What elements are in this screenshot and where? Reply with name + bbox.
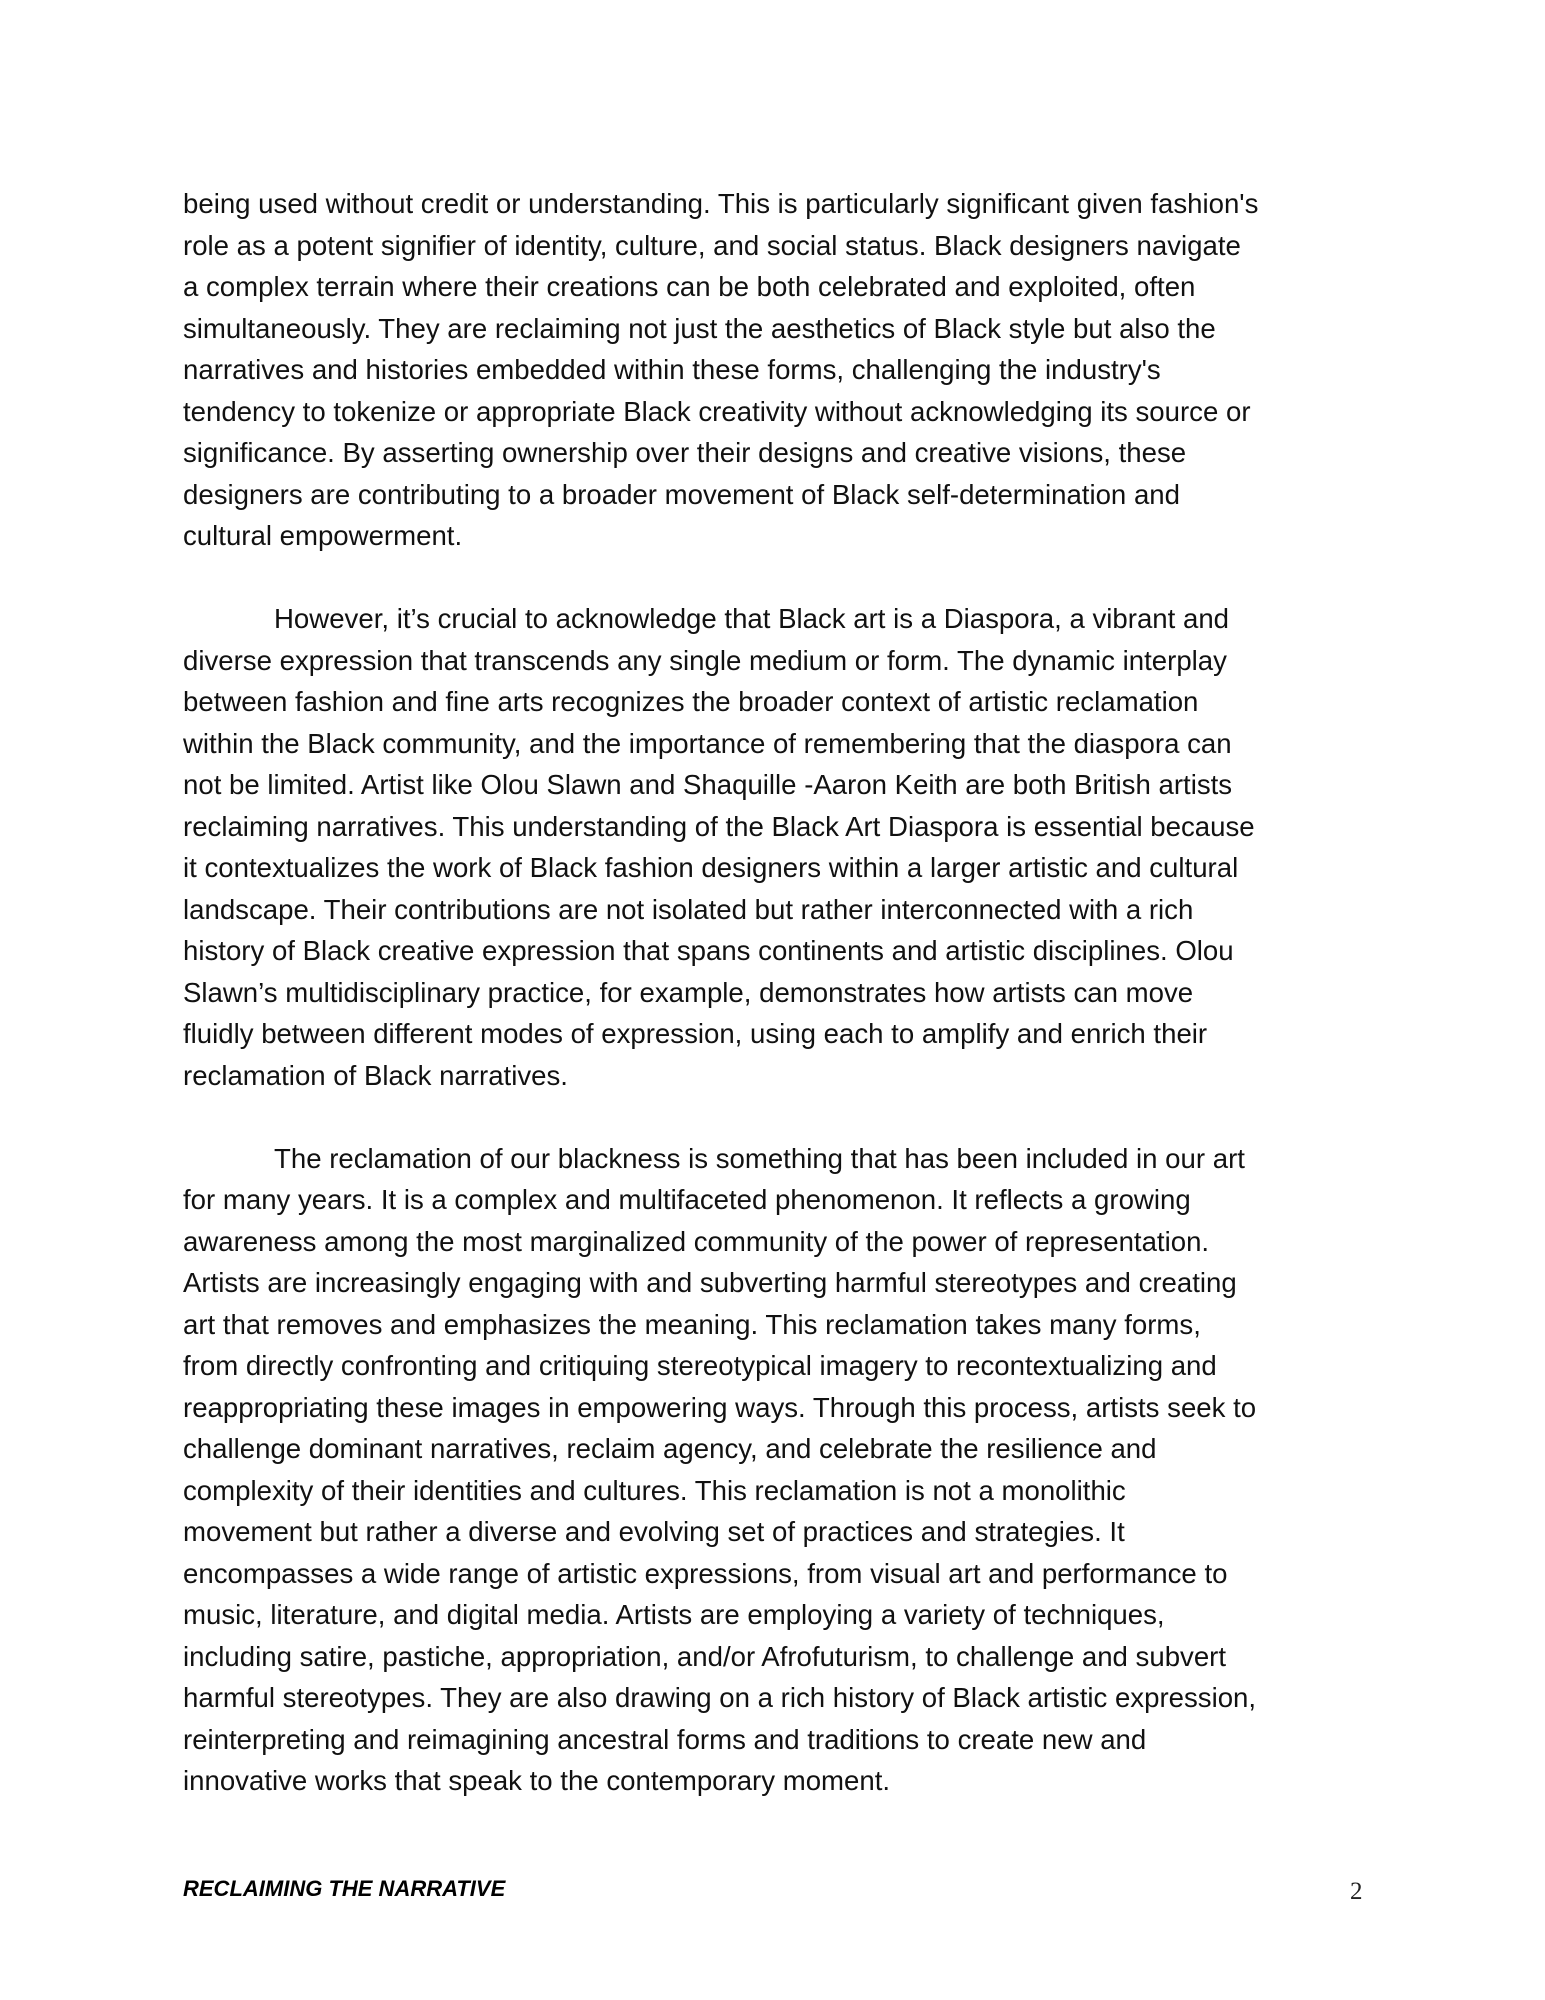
page-number: 2: [1350, 1878, 1363, 1905]
paragraph-1: [183, 183, 1383, 557]
text-line: challenge dominant narratives, reclaim agency, and celebrate the resilience and: [183, 1433, 1157, 1464]
text-line: However, it’s crucial to acknowledge that Black art is a Diaspora, a vibrant and: [274, 603, 1230, 634]
text-line: fluidly between different modes of expression, using each to amplify and enrich their: [183, 1018, 1208, 1049]
footer-running-title: RECLAIMING THE NARRATIVE: [183, 1876, 506, 1901]
text-line: it contextualizes the work of Black fashion designers within a larger artistic and cultural: [183, 852, 1239, 883]
text-line: designers are contributing to a broader movement of Black self-determination and: [183, 478, 1180, 510]
paragraph-2: [183, 598, 1383, 1096]
text-line: a complex terrain where their creations can be both celebrated and exploited, often: [183, 271, 1196, 302]
text-line: landscape. Their contributions are not isolated but rather interconnected with a rich: [183, 893, 1194, 925]
paragraph-3: [183, 1138, 1383, 1802]
text-line: including satire, pastiche, appropriation, and/or Afrofuturism, to challenge and subvert: [183, 1640, 1227, 1672]
text-line: Slawn’s multidisciplinary practice, for example, demonstrates how artists can move: [183, 976, 1194, 1008]
text-line: not be limited. Artist like Olou Slawn and Shaquille -Aaron Keith are both British artists: [183, 769, 1233, 800]
text-line: Artists are increasingly engaging with and subverting harmful stereotypes and creating: [183, 1267, 1237, 1298]
text-line: between fashion and fine arts recognizes the broader context of artistic reclamation: [183, 686, 1199, 717]
text-line: reclaiming narratives. This understanding of the Black Art Diaspora is essential because: [183, 810, 1255, 842]
text-line: encompasses a wide range of artistic expressions, from visual art and performance to: [183, 1557, 1228, 1589]
text-line: cultural empowerment.: [183, 520, 463, 551]
text-line: reinterpreting and reimagining ancestral forms and traditions to create new and: [183, 1723, 1147, 1755]
text-line: tendency to tokenize or appropriate Black creativity without acknowledging its source or: [183, 395, 1251, 427]
text-line: innovative works that speak to the contemporary moment.: [183, 1765, 891, 1796]
text-line: for many years. It is a complex and multifaceted phenomenon. It reflects a growing: [183, 1184, 1191, 1215]
text-line: music, literature, and digital media. Artists are employing a variety of techniques,: [183, 1599, 1165, 1630]
text-line: awareness among the most marginalized community of the power of representation.: [183, 1225, 1210, 1257]
text-line: reclamation of Black narratives.: [183, 1059, 568, 1091]
text-line: role as a potent signifier of identity, culture, and social status. Black designers navigate: [183, 229, 1241, 261]
text-line: harmful stereotypes. They are also drawing on a rich history of Black artistic expression,: [183, 1682, 1257, 1713]
text-line: history of Black creative expression that spans continents and artistic disciplines. Olou: [183, 935, 1234, 966]
text-line: significance. By asserting ownership over their designs and creative visions, these: [183, 437, 1187, 468]
text-line: movement but rather a diverse and evolving set of practices and strategies. It: [183, 1516, 1125, 1547]
text-line: within the Black community, and the importance of remembering that the diaspora can: [183, 727, 1232, 759]
text-line: The reclamation of our blackness is something that has been included in our art: [274, 1142, 1245, 1174]
text-line: simultaneously. They are reclaiming not just the aesthetics of Black style but also the: [183, 312, 1216, 344]
text-line: diverse expression that transcends any single medium or form. The dynamic interplay: [183, 644, 1227, 676]
text-line: from directly confronting and critiquing stereotypical imagery to recontextualizing and: [183, 1350, 1217, 1381]
text-line: reappropriating these images in empowering ways. Through this process, artists seek to: [183, 1391, 1257, 1423]
text-line: being used without credit or understanding. This is particularly significant given fashion's: [183, 188, 1259, 219]
text-line: narratives and histories embedded within these forms, challenging the industry's: [183, 354, 1161, 385]
text-line: art that removes and emphasizes the meaning. This reclamation takes many forms,: [183, 1308, 1201, 1340]
text-line: complexity of their identities and cultures. This reclamation is not a monolithic: [183, 1474, 1126, 1506]
body-text: [183, 183, 1383, 1843]
